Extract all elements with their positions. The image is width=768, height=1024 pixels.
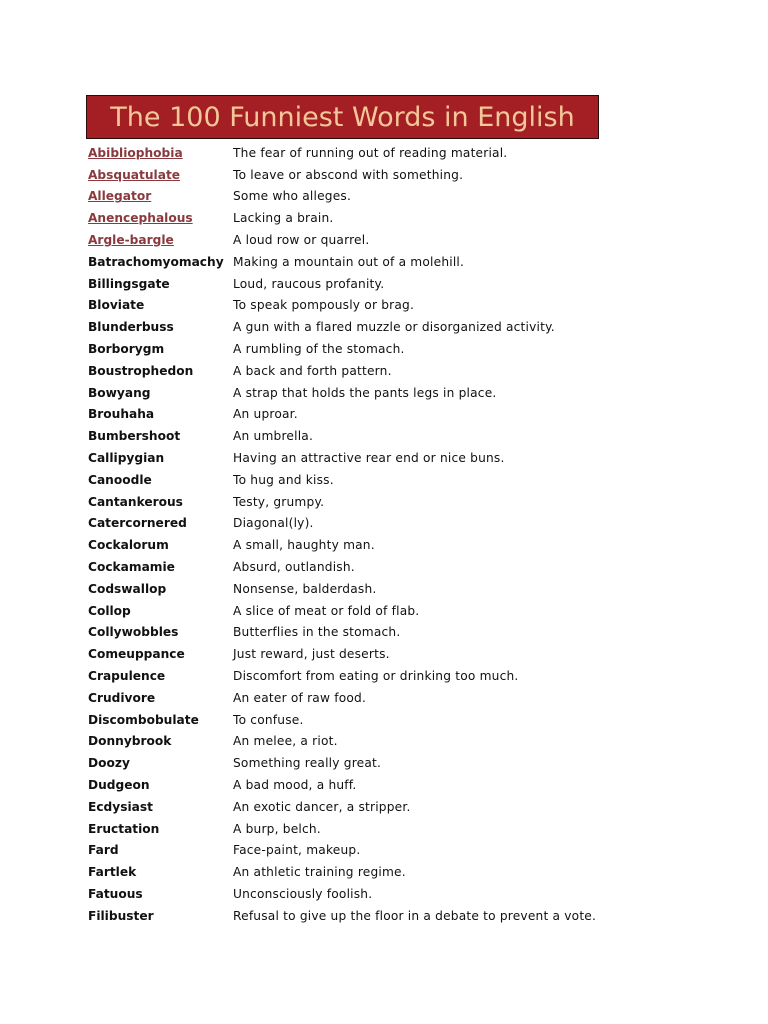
word-definition: A back and forth pattern. — [233, 363, 392, 378]
list-item — [88, 186, 708, 208]
list-item — [88, 469, 708, 491]
list-item — [88, 295, 708, 317]
word-definition: A rumbling of the stomach. — [233, 342, 405, 357]
list-item — [88, 905, 708, 927]
word-definition: Unconsciously foolish. — [233, 886, 373, 901]
list-item — [88, 774, 708, 796]
word-definition: An eater of raw food. — [233, 690, 367, 705]
list-item — [88, 578, 708, 600]
word-definition: An exotic dancer, a stripper. — [233, 799, 411, 814]
word-definition: To confuse. — [233, 712, 304, 727]
word-term: Billingsgate — [88, 276, 170, 291]
word-definition: An uproar. — [233, 407, 298, 422]
word-term-link[interactable]: Absquatulate — [88, 167, 181, 182]
word-term: Borborygm — [88, 342, 165, 357]
list-item — [88, 229, 708, 251]
word-term: Comeuppance — [88, 647, 185, 662]
word-definition: Refusal to give up the floor in a debate to prevent a vote. — [233, 908, 597, 923]
list-item — [88, 796, 708, 818]
word-definition: Some who alleges. — [233, 189, 352, 204]
word-definition: Discomfort from eating or drinking too much. — [233, 669, 519, 684]
list-item — [88, 251, 708, 273]
list-item — [88, 622, 708, 644]
word-definition: Face-paint, makeup. — [233, 843, 361, 858]
list-item — [88, 840, 708, 862]
word-term: Doozy — [88, 756, 130, 771]
word-term: Cockalorum — [88, 538, 169, 553]
list-item — [88, 338, 708, 360]
word-definition: To hug and kiss. — [233, 472, 334, 487]
word-definition: Nonsense, balderdash. — [233, 581, 377, 596]
list-item — [88, 207, 708, 229]
word-definition: A slice of meat or fold of flab. — [233, 603, 420, 618]
word-term: Fatuous — [88, 886, 143, 901]
word-list — [88, 142, 708, 927]
word-definition: Testy, grumpy. — [233, 494, 325, 509]
list-item — [88, 447, 708, 469]
list-item — [88, 600, 708, 622]
list-item — [88, 687, 708, 709]
word-term: Crapulence — [88, 669, 166, 684]
word-definition: An athletic training regime. — [233, 865, 406, 880]
word-term: Canoodle — [88, 472, 152, 487]
word-definition: A burp, belch. — [233, 821, 321, 836]
list-item — [88, 360, 708, 382]
word-definition: Making a mountain out of a molehill. — [233, 254, 465, 269]
word-term: Fard — [88, 843, 119, 858]
list-item — [88, 752, 708, 774]
word-term: Brouhaha — [88, 407, 155, 422]
word-term: Crudivore — [88, 690, 156, 705]
list-item — [88, 665, 708, 687]
word-definition: To leave or abscond with something. — [233, 167, 464, 182]
title-banner — [86, 95, 599, 139]
word-definition: An melee, a riot. — [233, 734, 338, 749]
word-term: Catercornered — [88, 516, 187, 531]
word-term: Bloviate — [88, 298, 145, 313]
list-item — [88, 643, 708, 665]
word-definition: Butterflies in the stomach. — [233, 625, 401, 640]
word-definition: A gun with a flared muzzle or disorganized activity. — [233, 320, 555, 335]
word-term: Filibuster — [88, 908, 154, 923]
list-item — [88, 709, 708, 731]
list-item — [88, 382, 708, 404]
list-item — [88, 164, 708, 186]
word-definition: The fear of running out of reading material. — [233, 145, 508, 160]
page-title: The 100 Funniest Words in English — [110, 101, 575, 133]
word-definition: Absurd, outlandish. — [233, 560, 355, 575]
list-item — [88, 556, 708, 578]
word-term: Bowyang — [88, 385, 151, 400]
word-term: Blunderbuss — [88, 320, 174, 335]
list-item — [88, 818, 708, 840]
word-term-link[interactable]: Argle-bargle — [88, 233, 174, 248]
word-term-link[interactable]: Allegator — [88, 189, 152, 204]
word-term: Bumbershoot — [88, 429, 181, 444]
word-term: Codswallop — [88, 581, 167, 596]
word-term: Fartlek — [88, 865, 137, 880]
word-term: Ecdysiast — [88, 799, 153, 814]
word-term-link[interactable]: Anencephalous — [88, 211, 193, 226]
list-item — [88, 731, 708, 753]
list-item — [88, 861, 708, 883]
word-definition: Something really great. — [233, 756, 382, 771]
word-term: Discombobulate — [88, 712, 199, 727]
word-term: Dudgeon — [88, 778, 150, 792]
list-item — [88, 273, 708, 295]
word-term-link[interactable]: Abibliophobia — [88, 145, 183, 160]
word-term: Collywobbles — [88, 625, 179, 640]
word-definition: A strap that holds the pants legs in place. — [233, 385, 497, 400]
word-definition: Lacking a brain. — [233, 211, 334, 226]
list-item — [88, 425, 708, 447]
list-item — [88, 513, 708, 535]
list-item — [88, 491, 708, 513]
word-term: Donnybrook — [88, 734, 172, 749]
list-item — [88, 142, 708, 164]
word-term: Eructation — [88, 821, 160, 836]
word-definition: Loud, raucous profanity. — [233, 276, 385, 291]
word-definition: To speak pompously or brag. — [233, 298, 415, 313]
word-term: Batrachomyomachy — [88, 254, 224, 269]
list-item — [88, 404, 708, 426]
word-definition: A loud row or quarrel. — [233, 233, 370, 248]
word-definition: Just reward, just deserts. — [233, 647, 390, 662]
word-definition: A bad mood, a huff. — [233, 778, 357, 792]
word-term: Callipygian — [88, 451, 165, 466]
list-item — [88, 534, 708, 556]
word-definition: An umbrella. — [233, 429, 314, 444]
word-term: Cockamamie — [88, 560, 175, 575]
word-term: Cantankerous — [88, 494, 183, 509]
word-term: Boustrophedon — [88, 363, 194, 378]
word-term: Collop — [88, 603, 131, 618]
list-item — [88, 316, 708, 338]
word-definition: Diagonal(ly). — [233, 516, 314, 531]
word-definition: A small, haughty man. — [233, 538, 375, 553]
list-item — [88, 883, 708, 905]
word-definition: Having an attractive rear end or nice buns. — [233, 451, 505, 466]
